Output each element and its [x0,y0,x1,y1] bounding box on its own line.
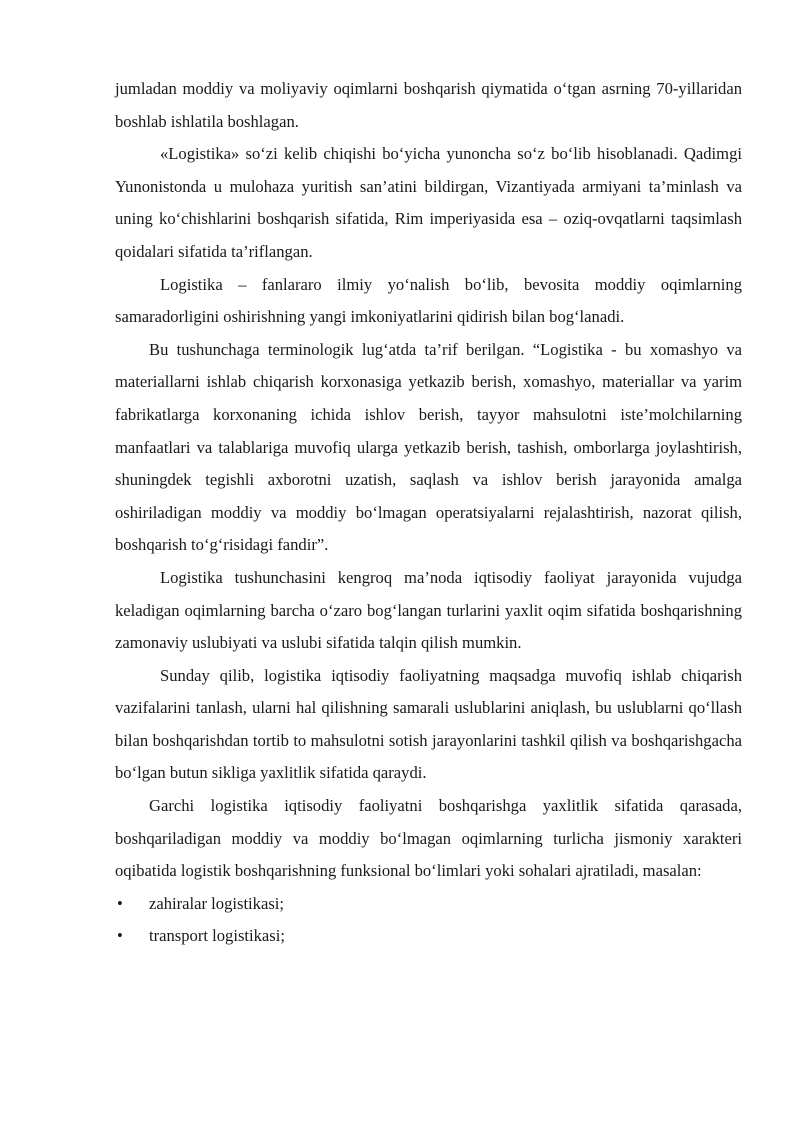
bullet-icon: • [117,893,123,913]
paragraph-7: Garchi logistika iqtisodiy faoliyatni boshqarishga yaxlitlik sifatida qarasada, boshqariladigan moddiy va moddiy bo‘lmagan oqimlarning turlicha jismoniy xarakteri oqibatida logistik boshqarishning funksional bo‘limlari yoki sohalari ajratiladi, masalan: [115,796,742,881]
list-item-text: transport logistikasi; [149,926,285,946]
list-item-text: zahiralar logistikasi; [149,893,285,913]
paragraph-6: Sunday qilib, logistika iqtisodiy faoliyatning maqsadga muvofiq ishlab chiqarish vazifalarini tanlash, ularni hal qilishning samarali uslublarini aniqlash, bu uslublarni qo‘llash bilan boshqarishdan tortib to mahsulotni sotish jarayonlarini tashkil qilish va boshqarishgacha bo‘lgan butun sikliga yaxlitlik sifatida qaraydi. [115,665,742,783]
paragraph-4: Bu tushunchaga terminologik lug‘atda ta’rif berilgan. “Logistika - bu xomashyo va materiallarni ishlab chiqarish korxonasiga yetkazib berish, xomashyo, materiallar va yarim fabrikatlarga korxonaning ichida ishlov berish, tayyor mahsulotni iste’molchilarning manfaatlari va talablariga muvofiq ularga yetkazib berish, tashish, omborlarga joylashtirish, shuningdek tegishli axborotni uzatish, saqlash va ishlov berish jarayonida amalga oshiriladigan moddiy va moddiy bo‘lmagan operatsiyalarni rejalashtirish, nazorat qilish, boshqarish to‘g‘risidagi fandir”. [115,339,742,555]
document-page [115,73,742,953]
paragraph-3: Logistika – fanlararo ilmiy yo‘nalish bo‘lib, bevosita moddiy oqimlarning samaradorligini oshirishning yangi imkoniyatlarini qidirish bilan bog‘lanadi. [115,274,742,327]
list-item [115,888,742,921]
paragraph-1: jumladan moddiy va moliyaviy oqimlarni boshqarish qiymatida o‘tgan asrning 70-yillaridan boshlab ishlatila boshlagan. [115,79,742,131]
bullet-icon: • [117,926,123,946]
bullet-list [115,888,742,953]
paragraph-2: «Logistika» so‘zi kelib chiqishi bo‘yicha yunoncha so‘z bo‘lib hisoblanadi. Qadimgi Yunonistonda u mulohaza yuritish san’atini bildirgan, Vizantiyada armiyani ta’minlash va uning ko‘chishlarini boshqarish sifatida, Rim imperiyasida esa – oziq-ovqatlarni taqsimlash qoidalari sifatida ta’riflangan. [115,144,742,261]
paragraph-5: Logistika tushunchasini kengroq ma’noda iqtisodiy faoliyat jarayonida vujudga keladigan oqimlarning barcha o‘zaro bog‘langan turlarini yaxlit oqim sifatida boshqarishning zamonaviy uslubiyati va uslubi sifatida talqin qilish mumkin. [115,567,742,653]
list-item [115,920,742,953]
